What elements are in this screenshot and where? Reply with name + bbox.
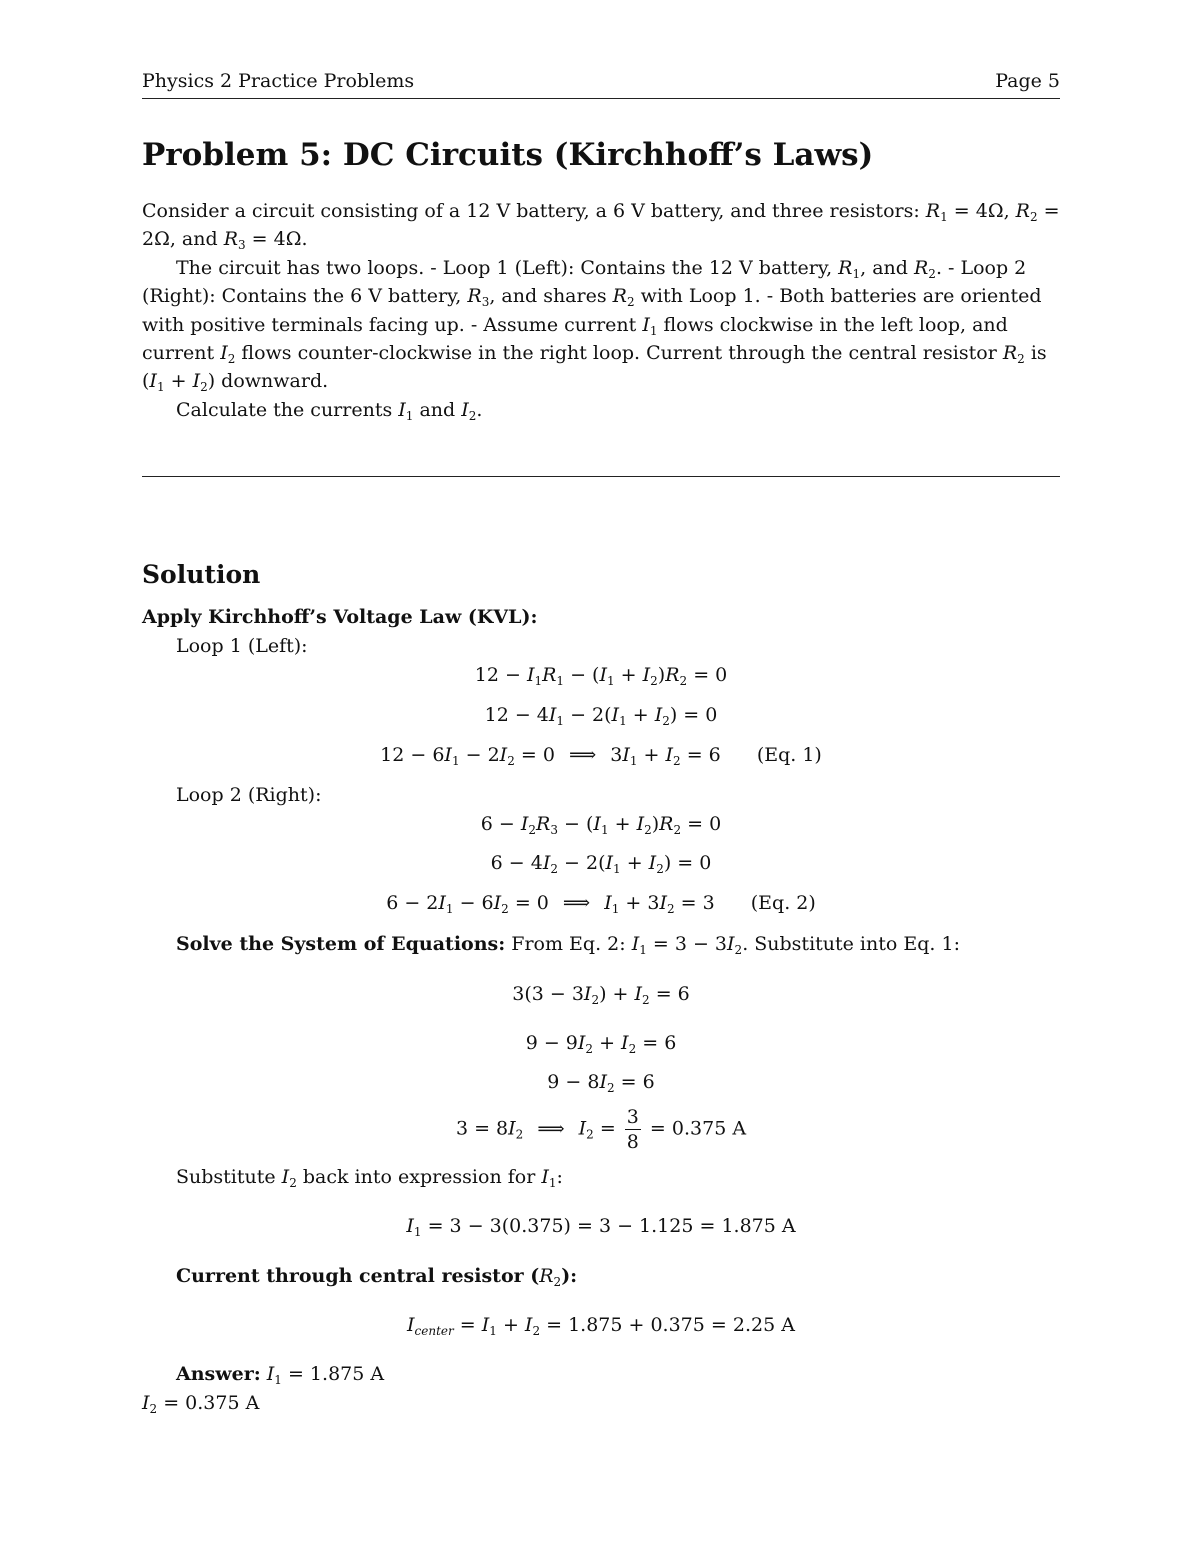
problem-title: Problem 5: DC Circuits (Kirchhoff’s Laws): [142, 137, 874, 173]
loop1-equation-1: $12 - I_1R_1 - (I_1 + I_2)R_2 = 0$: [474, 664, 728, 688]
center-result: 2.25 A: [732, 1314, 795, 1336]
solve-equation-1: $3(3 - 3I_2) + I_2 = 6$: [512, 983, 690, 1007]
page-header: [142, 70, 1060, 99]
loop1-label: Loop 1 (Left):: [176, 635, 308, 657]
eq1-tag: (Eq. 1): [756, 744, 822, 766]
problem-intro-paragraph: Consider a circuit consisting of a 12 V battery, a 6 V battery, and three resistors: $R_1 = 4\Omega$, $R_2 = 2\Omega$, and $R_3 = 4\Omega$.: [142, 200, 1060, 253]
center-heading-line: Current through central resistor $(R_2)$:: [176, 1265, 578, 1289]
problem-description-paragraph: The circuit has two loops. - Loop 1 (Left): Contains the 12 V battery, $R_1$, and $R_2$. - Loop 2 (Right): Contains the 6 V battery, $R_3$, and shares $R_2$ with Loop 1. - Both batteries are oriented with positive terminals facing up. - Assume current $I_1$ flows clockwise in the left loop, and current $I_2$ flows counter-clockwise in the right loop. Current through the central resistor $R_2$ is $(I_1 + I_2)$ downward.: [142, 257, 1047, 395]
i2-result: 0.375 A: [671, 1117, 747, 1140]
eq2-tag: (Eq. 2): [750, 892, 816, 914]
solve-equation-2: $9 - 9I_2 + I_2 = 6$: [525, 1032, 677, 1056]
header-page-number: Page 5: [995, 70, 1060, 92]
solve-equation-3: $9 - 8I_2 = 6$: [547, 1071, 655, 1095]
solve-heading: Solve the System of Equations:: [176, 933, 506, 955]
loop1-equation-3: $12 - 6I_1 - 2I_2 = 0$ ⟹ $3I_1 + I_2 = 6$ (Eq. 1): [380, 744, 822, 768]
fraction-3-over-8: $\frac{3}{8}$: [626, 1106, 639, 1153]
solve-system-line: Solve the System of Equations: From Eq. 2: $I_1 = 3 - 3I_2$. Substitute into Eq. 1:: [176, 933, 960, 957]
section-divider: [142, 476, 1060, 477]
answer-line-1: Answer: $I_1 = 1.875$ A: [176, 1363, 385, 1387]
kvl-heading: Apply Kirchhoff’s Voltage Law (KVL):: [142, 606, 538, 628]
answer-label: Answer:: [176, 1363, 261, 1385]
header-course-title: Physics 2 Practice Problems: [142, 70, 415, 92]
loop2-equation-3: $6 - 2I_1 - 6I_2 = 0$ ⟹ $I_1 + 3I_2 = 3$ (Eq. 2): [386, 892, 816, 916]
loop2-equation-1: $6 - I_2R_3 - (I_1 + I_2)R_2 = 0$: [480, 813, 722, 837]
solve-equation-4: $3 = 8I_2$ ⟹ $I_2$ = $\frac{3}{8}$ = 0.375 A: [455, 1106, 747, 1153]
problem-question: Calculate the currents $I_1$ and $I_2$.: [176, 399, 483, 423]
solution-title: Solution: [142, 560, 261, 589]
answer-line-2: $I_2 = 0.375$ A: [142, 1392, 260, 1416]
i1-equation: $I_1 = 3 - 3(0.375) = 3 - 1.125 = 1.875$ A: [406, 1215, 796, 1239]
loop2-label: Loop 2 (Right):: [176, 784, 322, 806]
center-current-equation: $I_{center} = I_1 + I_2 = 1.875 + 0.375 = 2.25$ A: [407, 1314, 795, 1338]
loop1-equation-2: $12 - 4I_1 - 2(I_1 + I_2) = 0$: [484, 704, 718, 728]
substitute-text: Substitute $I_2$ back into expression for $I_1$:: [176, 1166, 563, 1190]
loop2-equation-2: $6 - 4I_2 - 2(I_1 + I_2) = 0$: [490, 852, 712, 876]
i1-result: 1.875 A: [721, 1215, 796, 1237]
